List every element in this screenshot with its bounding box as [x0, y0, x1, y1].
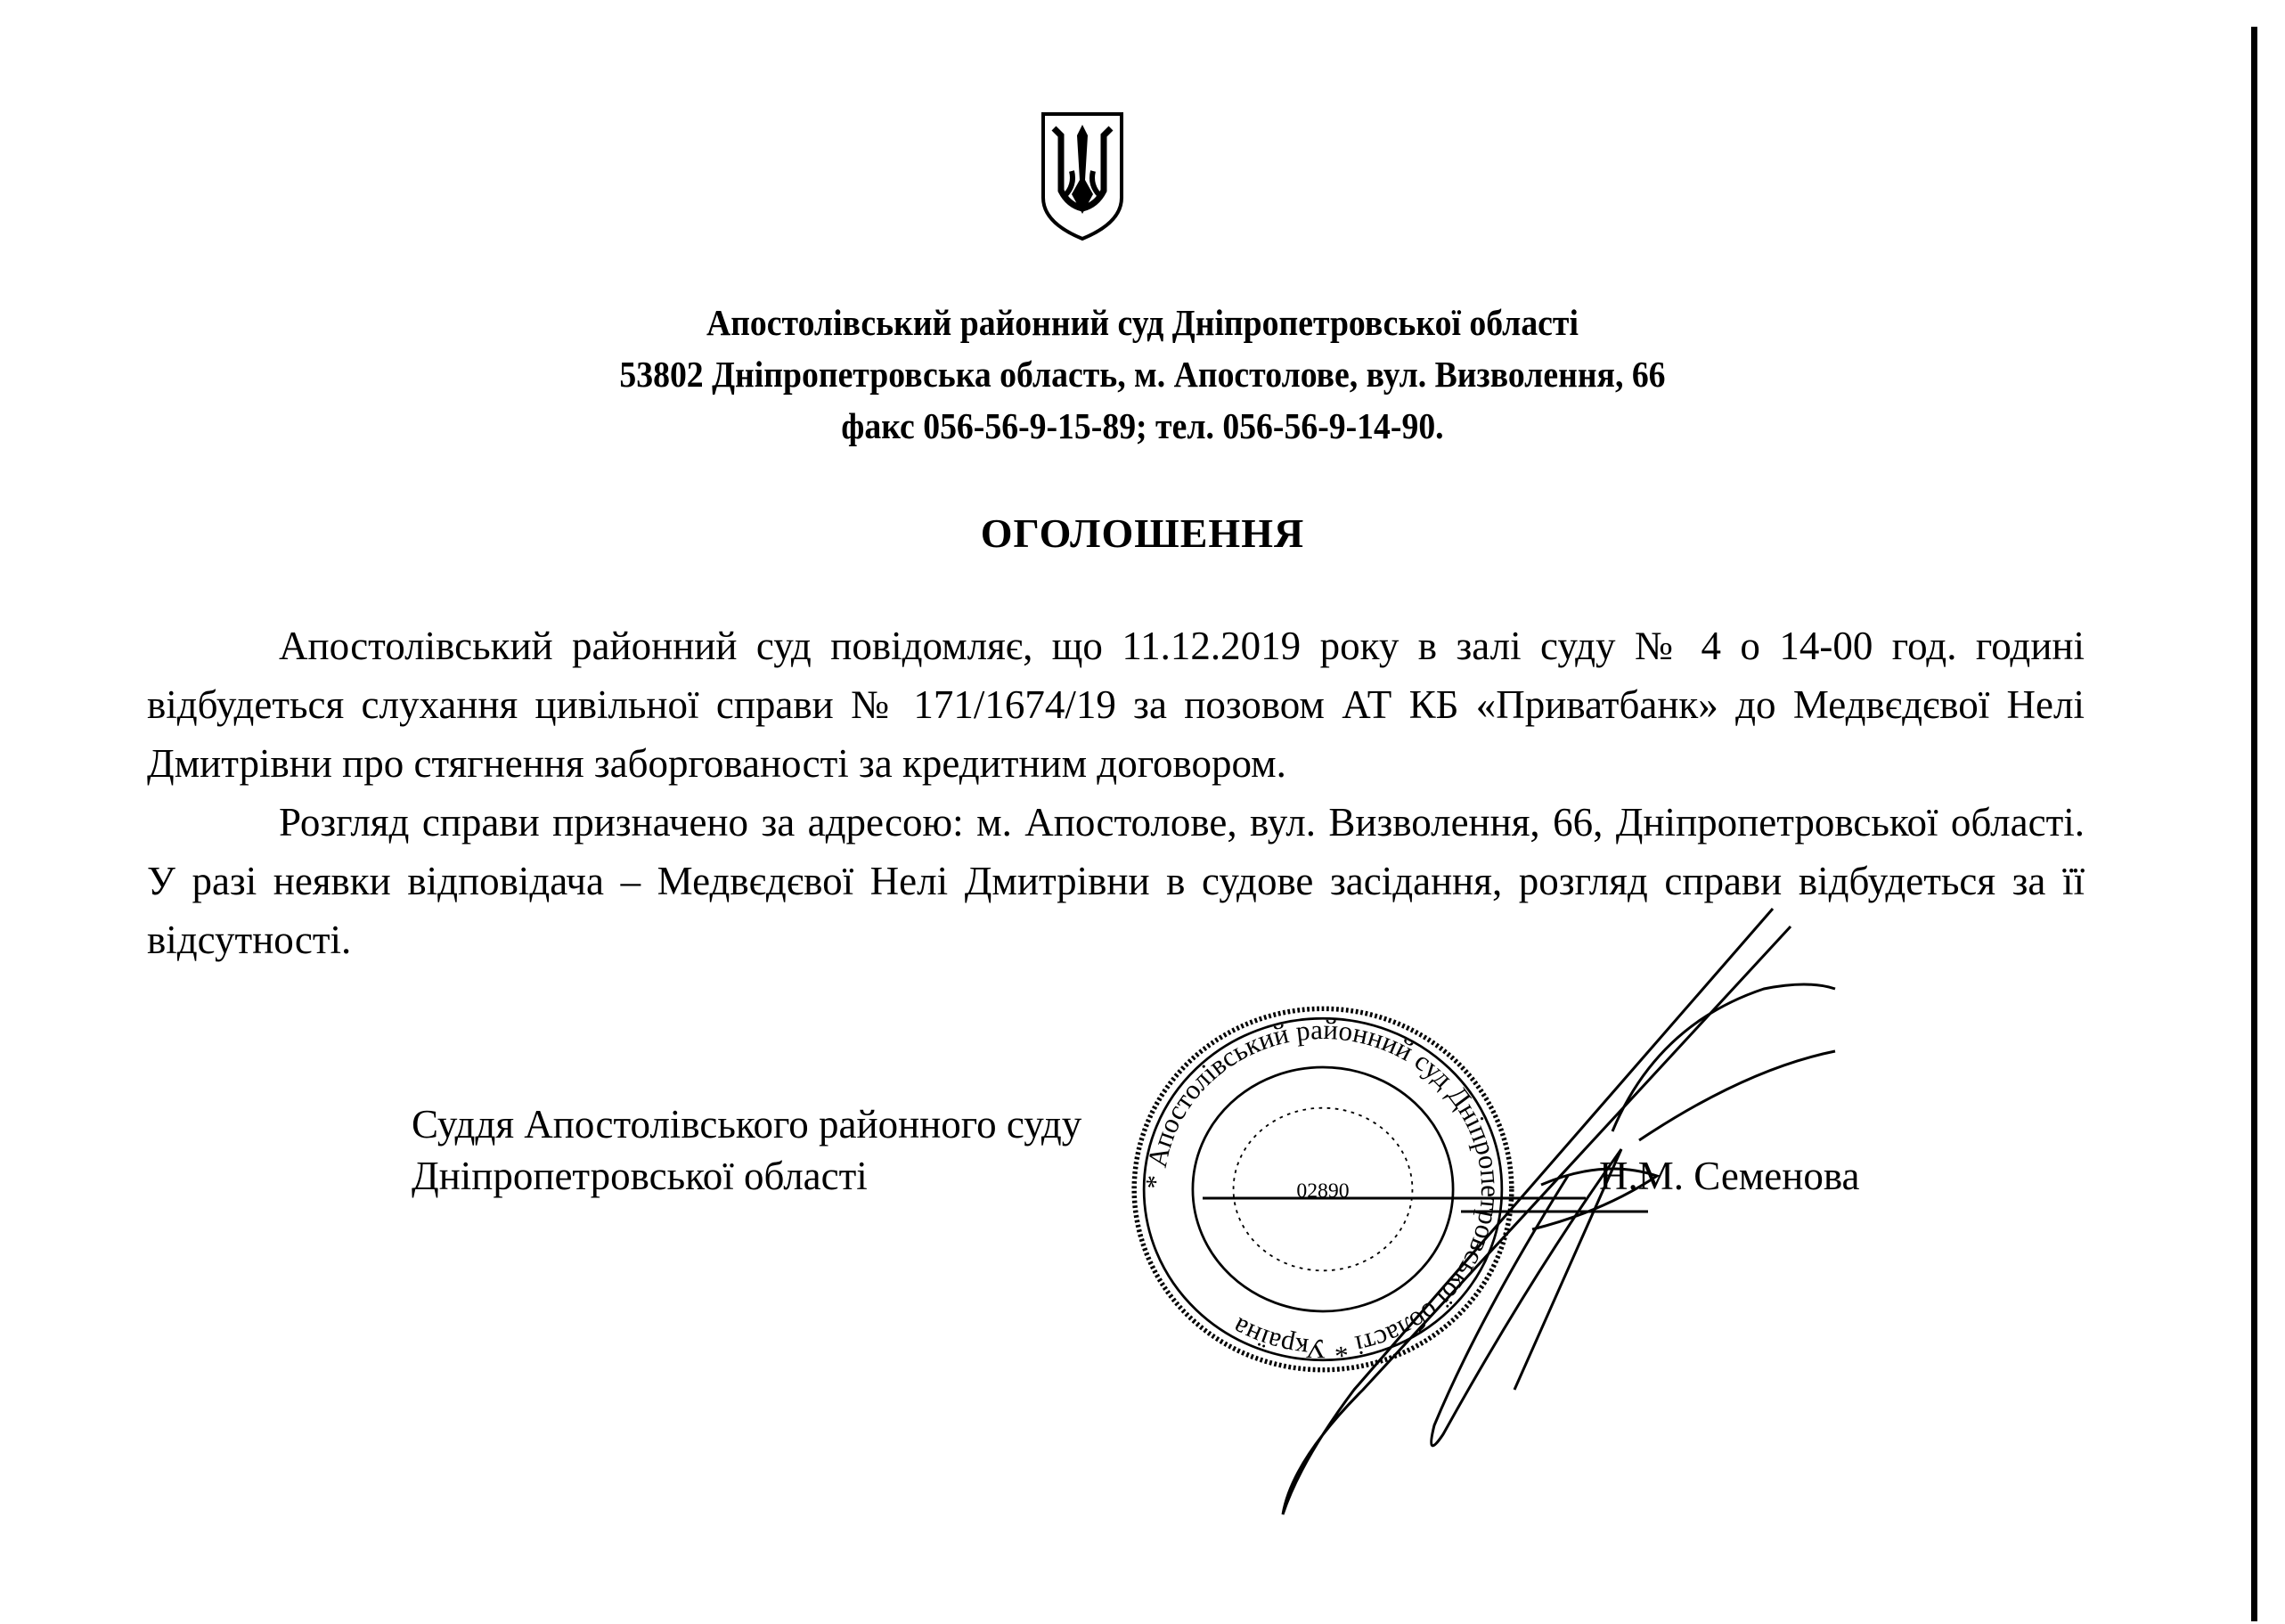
court-name: Апостолівський районний суд Дніпропетровської області: [706, 302, 1579, 343]
paragraph-hearing: Апостолівський районний суд повідомляє, що 11.12.2019 року в залі суду № 4 о 14-00 год. годині відбудеться слухання цивільної справи № 171/1674/19 за позовом АТ КБ «Приватбанк» до Медвєдєвої Нелі Дмитрівни про стягнення заборгованості за кредитним договором.: [147, 624, 2085, 786]
stamp-ring-text: * Апостолівський районний суд Дніпропетровської області * Україна: [1138, 1013, 1507, 1366]
judge-position-line2: Дніпропетровської області: [412, 1154, 868, 1198]
handwritten-signature: [1069, 891, 1844, 1532]
judge-position: [412, 1098, 1081, 1202]
paragraph-address: Розгляд справи призначено за адресою: м. Апостолове, вул. Визволення, 66, Дніпропетровської області. У разі неявки відповідача – Медвєдєвої Нелі Дмитрівни в судове засідання, розгляд справи відбудеться за її відсутності.: [147, 800, 2085, 962]
judge-name: Н.М. Семенова: [1599, 1154, 1860, 1198]
trident-emblem-icon: [1038, 109, 1127, 242]
document-title: ОГОЛОШЕННЯ: [980, 510, 1305, 556]
judge-position-line1: Суддя Апостолівського районного суду: [412, 1102, 1082, 1147]
stamp-code: 02890: [1296, 1179, 1350, 1204]
page-edge-line: [2251, 27, 2257, 1621]
court-address: 53802 Дніпропетровська область, м. Апостолове, вул. Визволення, 66: [619, 354, 1666, 395]
court-contacts: факс 056-56-9-15-89; тел. 056-56-9-14-90.: [841, 405, 1444, 446]
